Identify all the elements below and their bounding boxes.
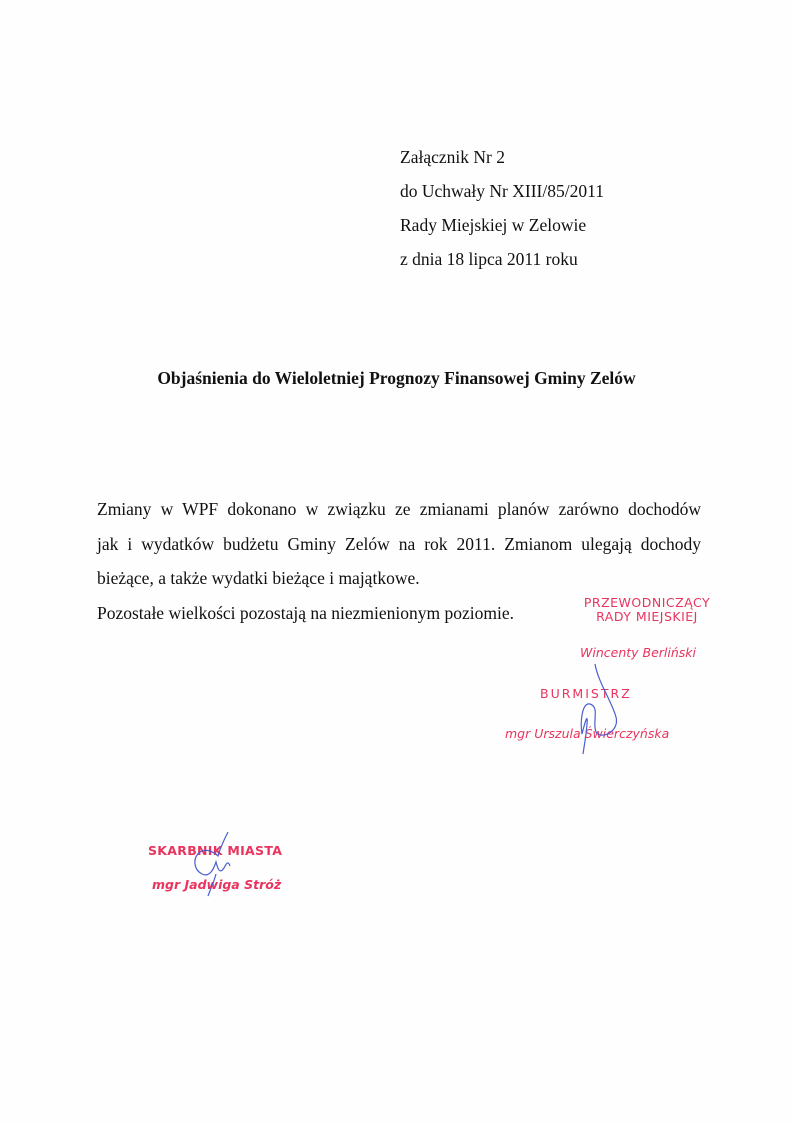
mayor-stamp-title: BURMISTRZ — [540, 686, 632, 701]
annex-number: Załącznik Nr 2 — [400, 147, 505, 167]
mayor-name: mgr Urszula Świerczyńska — [505, 726, 670, 741]
chairman-name: Wincenty Berliński — [580, 645, 697, 660]
chairman-title-line-1: PRZEWODNICZĄCY — [583, 595, 711, 610]
resolution-number: do Uchwały Nr XIII/85/2011 — [400, 181, 604, 201]
treasurer-name: mgr Jadwiga Stróż — [152, 877, 282, 892]
chairman-stamp — [567, 596, 727, 624]
annex-header — [400, 140, 604, 276]
treasurer-stamp-title: SKARBNIK MIASTA — [148, 843, 283, 858]
body-line: jak i wydatków budżetu Gminy Zelów na rok 2011. Zmianom ulegają dochody — [97, 533, 701, 554]
body-line: bieżące, a także wydatki bieżące i majątkowe. — [97, 568, 420, 588]
mayor-signature — [560, 662, 640, 757]
chairman-title-line-2: RADY MIEJSKIEJ — [596, 609, 698, 624]
resolution-date: z dnia 18 lipca 2011 roku — [400, 249, 578, 269]
body-line: Pozostałe wielkości pozostają na niezmienionym poziomie. — [97, 602, 514, 623]
council-name: Rady Miejskiej w Zelowie — [400, 215, 587, 235]
body-line: Zmiany w WPF dokonano w związku ze zmianami planów zarówno dochodów — [97, 499, 701, 519]
document-title-block — [0, 368, 793, 389]
document-title: Objaśnienia do Wieloletniej Prognozy Finansowej Gminy Zelów — [157, 368, 636, 388]
